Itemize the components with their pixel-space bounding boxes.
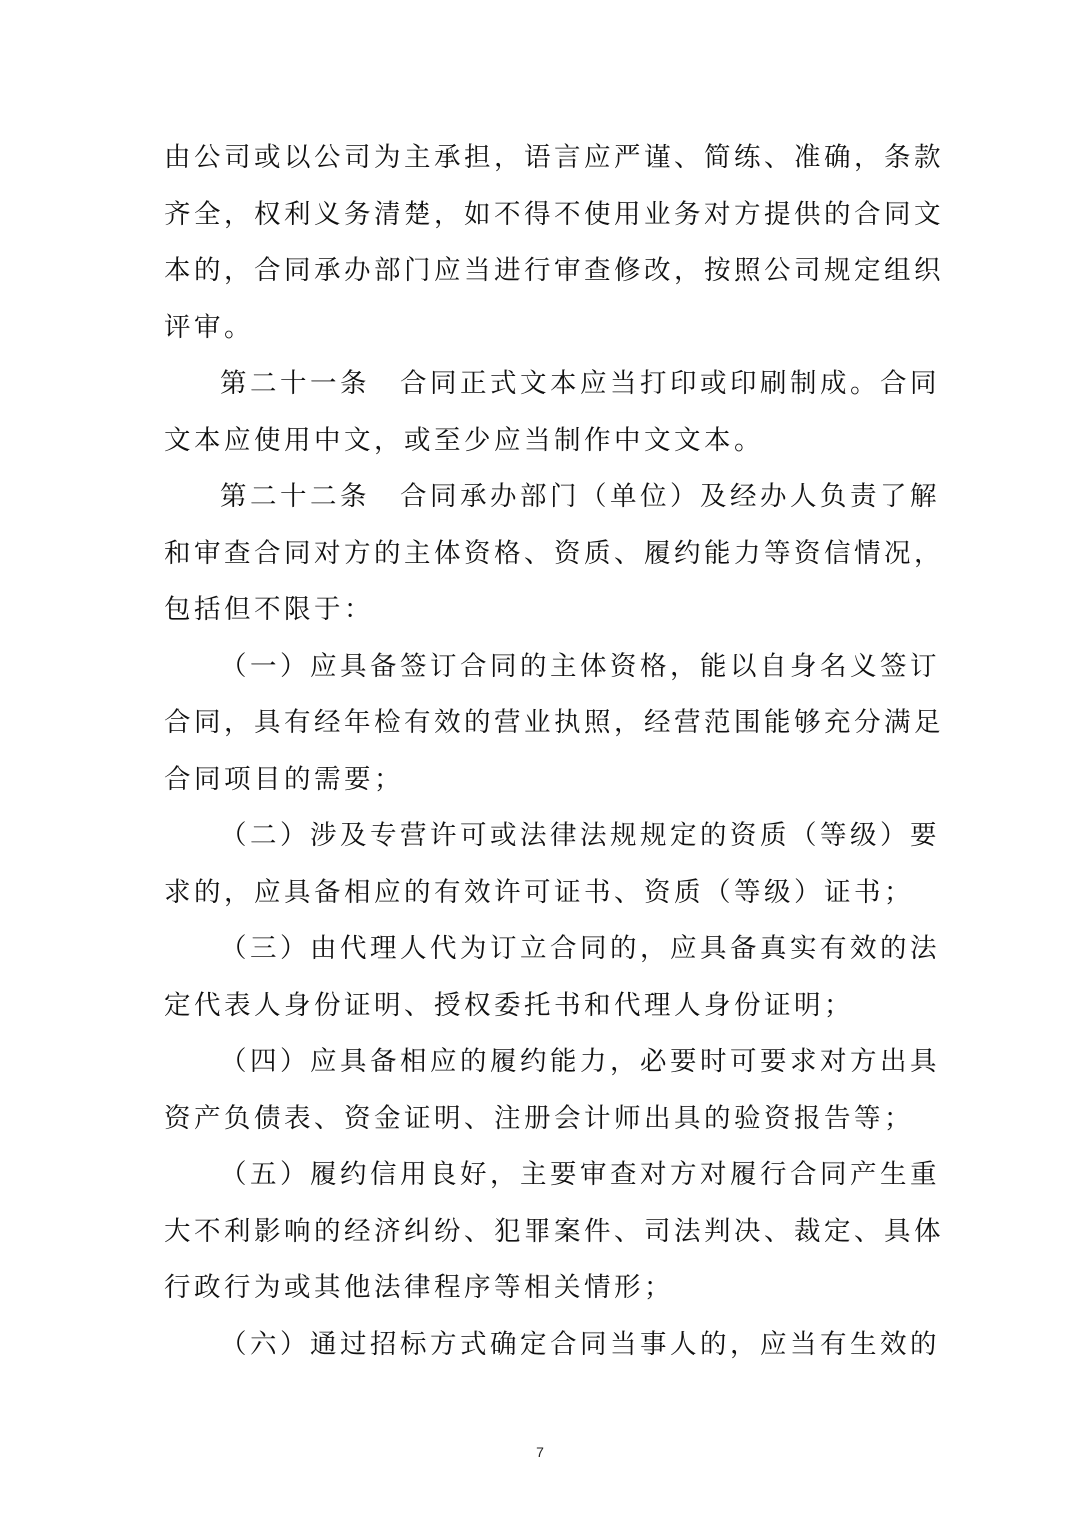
list-item-3-line: （三）由代理人代为订立合同的，应具备真实有效的法 [220, 933, 940, 964]
text-line: 行政行为或其他法律程序等相关情形； [164, 1272, 674, 1303]
text-line: 求的，应具备相应的有效许可证书、资质（等级）证书； [164, 876, 914, 908]
text-line: 定代表人身份证明、授权委托书和代理人身份证明； [164, 989, 854, 1021]
text-line: 和审查合同对方的主体资格、资质、履约能力等资信情况， [164, 537, 944, 569]
list-item-5-line: （五）履约信用良好，主要审查对方对履行合同产生重 [220, 1159, 940, 1190]
list-item-6-line: （六）通过招标方式确定合同当事人的，应当有生效的 [220, 1328, 940, 1360]
text-line: 包括但不限于： [164, 594, 374, 625]
text-line: 大不利影响的经济纠纷、犯罪案件、司法判决、裁定、具体 [164, 1215, 944, 1247]
text-line: 合同项目的需要； [164, 763, 404, 795]
page-number: 7 [536, 1444, 544, 1460]
text-line: 由公司或以公司为主承担，语言应严谨、简练、准确，条款 [164, 142, 944, 173]
text-line: 本的，合同承办部门应当进行审查修改，按照公司规定组织 [164, 255, 944, 286]
text-line: 文本应使用中文，或至少应当制作中文文本。 [164, 424, 764, 456]
text-line: 评审。 [164, 311, 254, 343]
body-text [164, 130, 944, 1373]
list-item-2-line: （二）涉及专营许可或法律法规规定的资质（等级）要 [220, 820, 940, 851]
list-item-4-line: （四）应具备相应的履约能力，必要时可要求对方出具 [220, 1046, 940, 1077]
article-21-heading-line: 第二十一条 合同正式文本应当打印或印刷制成。合同 [220, 368, 940, 399]
list-item-1-line: （一）应具备签订合同的主体资格，能以自身名义签订 [220, 650, 940, 682]
text-line: 齐全，权利义务清楚，如不得不使用业务对方提供的合同文 [164, 198, 944, 230]
article-22-heading-line: 第二十二条 合同承办部门（单位）及经办人负责了解 [220, 481, 940, 512]
text-line: 资产负债表、资金证明、注册会计师出具的验资报告等； [164, 1102, 914, 1134]
text-line: 合同，具有经年检有效的营业执照，经营范围能够充分满足 [164, 707, 944, 738]
